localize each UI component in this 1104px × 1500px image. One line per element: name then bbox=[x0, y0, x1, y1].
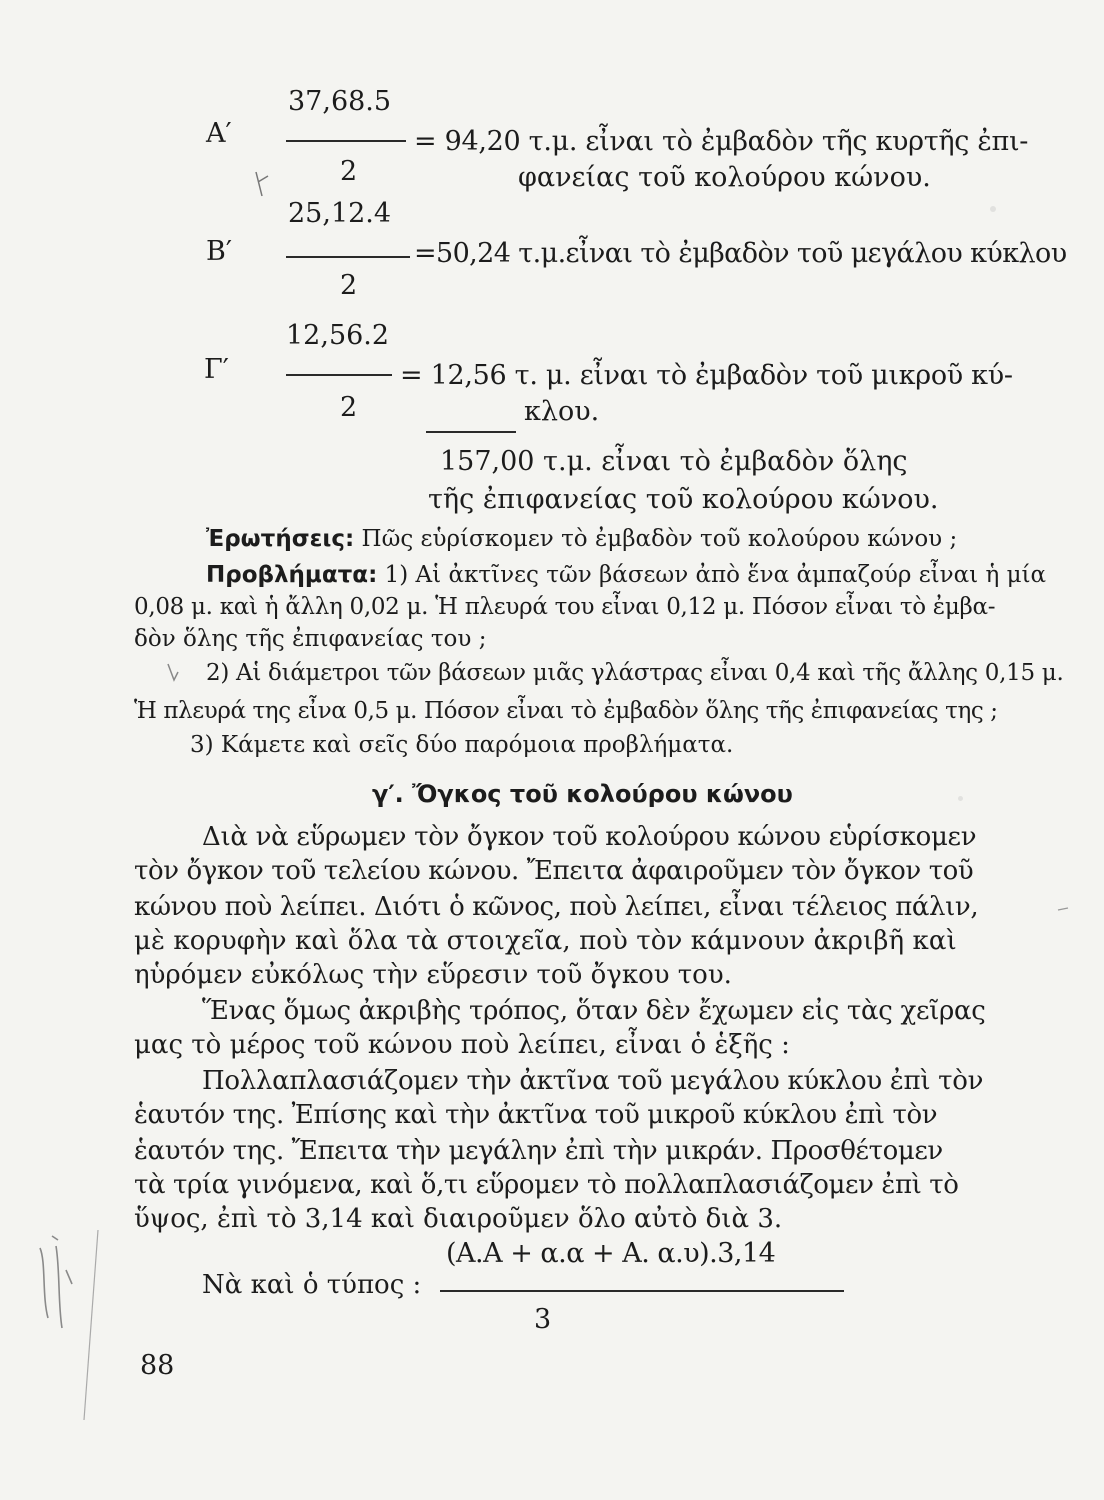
problem-1-text: 1) Αἱ ἀκτῖνες τῶν βάσεων ἀπὸ ἕνα ἀμπαζούρ εἶναι ἡ μία bbox=[384, 562, 1047, 588]
body-line-10: ἑαυτόν της. Ἔπειτα τὴν μεγάλην ἐπὶ τὴν μικράν. Προσθέτομεν bbox=[134, 1136, 943, 1166]
problems-label: Προβλήματα: bbox=[206, 562, 378, 588]
total-line-2: τῆς ἐπιφανείας τοῦ κολούρου κώνου. bbox=[428, 484, 939, 515]
page-number: 88 bbox=[140, 1350, 175, 1381]
calc-a-denominator: 2 bbox=[340, 156, 358, 187]
calc-a-result-cont: φανείας τοῦ κολούρου κώνου. bbox=[518, 162, 931, 193]
pencil-mark-top bbox=[256, 172, 268, 196]
problem-3: 3) Κάμετε καὶ σεῖς δύο παρόμοια προβλήματα. bbox=[190, 732, 734, 758]
body-line-1: Διὰ νὰ εὕρωμεν τὸν ὄγκον τοῦ κολούρου κώνου εὑρίσκομεν bbox=[202, 822, 977, 852]
body-line-9: ἑαυτόν της. Ἐπίσης καὶ τὴν ἀκτῖνα τοῦ μικροῦ κύκλου ἐπὶ τὸν bbox=[134, 1100, 938, 1130]
pencil-check-mark bbox=[168, 664, 178, 680]
body-line-4: μὲ κορυφὴν καὶ ὅλα τὰ στοιχεῖα, ποὺ τὸν κάμνουν ἀκριβῆ καὶ bbox=[134, 926, 957, 956]
body-line-8: Πολλαπλασιάζομεν τὴν ἀκτῖνα τοῦ μεγάλου κύκλου ἐπὶ τὸν bbox=[202, 1066, 984, 1096]
calc-b-result: =50,24 τ.μ.εἶναι τὸ ἐμβαδὸν τοῦ μεγάλου κύκλου bbox=[414, 238, 1067, 269]
calc-b-label: B′ bbox=[206, 236, 232, 267]
body-line-5: ηὑρόμεν εὐκόλως τὴν εὕρεσιν τοῦ ὄγκου του. bbox=[134, 960, 732, 990]
body-line-7: μας τὸ μέρος τοῦ κώνου ποὺ λείπει, εἶναι ὁ ἑξῆς : bbox=[134, 1030, 790, 1060]
calc-b-denominator: 2 bbox=[340, 270, 358, 301]
calc-g-numerator: 12,56.2 bbox=[286, 320, 390, 351]
formula-prefix: Νὰ καὶ ὁ τύπος : bbox=[202, 1270, 422, 1300]
questions-label: Ἐρωτήσεις: bbox=[206, 526, 355, 552]
calc-g-label: Γ′ bbox=[204, 354, 229, 385]
total-line-1: 157,00 τ.μ. εἶναι τὸ ἐμβαδὸν ὅλης bbox=[440, 446, 908, 477]
calc-a-label: A′ bbox=[206, 118, 232, 149]
paper-spot bbox=[958, 796, 963, 801]
pencil-tick-right bbox=[1058, 908, 1068, 910]
calc-a-numerator: 37,68.5 bbox=[288, 86, 392, 117]
body-line-2: τὸν ὄγκον τοῦ τελείου κώνου. Ἔπειτα ἀφαιροῦμεν τὸν ὄγκον τοῦ bbox=[134, 856, 974, 886]
paper-spot bbox=[990, 206, 996, 212]
calc-g-denominator: 2 bbox=[340, 392, 358, 423]
formula-denominator: 3 bbox=[534, 1304, 552, 1335]
problem-2-line-2: Ἡ πλευρά της εἶνα 0,5 μ. Πόσον εἶναι τὸ ἐμβαδὸν ὅλης τῆς ἐπιφανείας της ; bbox=[134, 698, 998, 724]
problem-1-line-3: δὸν ὅλης τῆς ἐπιφανείας του ; bbox=[134, 626, 487, 652]
pencil-line-left bbox=[84, 1230, 98, 1420]
calc-b-numerator: 25,12.4 bbox=[288, 198, 392, 229]
formula-numerator: (Α.Α + α.α + Α. α.υ).3,14 bbox=[446, 1238, 776, 1269]
problem-1-line-2: 0,08 μ. καὶ ἡ ἄλλη 0,02 μ. Ἡ πλευρά του εἶναι 0,12 μ. Πόσον εἶναι τὸ ἐμβα- bbox=[134, 594, 996, 620]
calc-g-result: = 12,56 τ. μ. εἶναι τὸ ἐμβαδὸν τοῦ μικροῦ κύ- bbox=[400, 360, 1013, 391]
body-line-12: ὕψος, ἐπὶ τὸ 3,14 καὶ διαιροῦμεν ὅλο αὐτὸ διὰ 3. bbox=[134, 1204, 783, 1234]
section-title: γ′. Ὄγκος τοῦ κολούρου κώνου bbox=[372, 780, 793, 808]
body-line-6: Ἕνας ὅμως ἀκριβὴς τρόπος, ὅταν δὲν ἔχωμεν εἰς τὰς χεῖρας bbox=[202, 996, 986, 1026]
problem-2-line-1: 2) Αἱ διάμετροι τῶν βάσεων μιᾶς γλάστρας εἶναι 0,4 καὶ τῆς ἄλλης 0,15 μ. bbox=[206, 660, 1064, 686]
calc-g-result-cont: κλου. bbox=[524, 396, 600, 427]
body-line-11: τὰ τρία γινόμενα, καὶ ὅ,τι εὕρομεν τὸ πολλαπλασιάζομεν ἐπὶ τὸ bbox=[134, 1170, 959, 1200]
body-line-3: κώνου ποὺ λείπει. Διότι ὁ κῶνος, ποὺ λείπει, εἶναι τέλειος πάλιν, bbox=[134, 892, 979, 922]
pencil-scribble-left bbox=[40, 1236, 72, 1328]
questions-text: Πῶς εὑρίσκομεν τὸ ἐμβαδὸν τοῦ κολούρου κώνου ; bbox=[361, 526, 958, 552]
calc-a-result: = 94,20 τ.μ. εἶναι τὸ ἐμβαδὸν τῆς κυρτῆς ἐπι- bbox=[414, 126, 1029, 157]
